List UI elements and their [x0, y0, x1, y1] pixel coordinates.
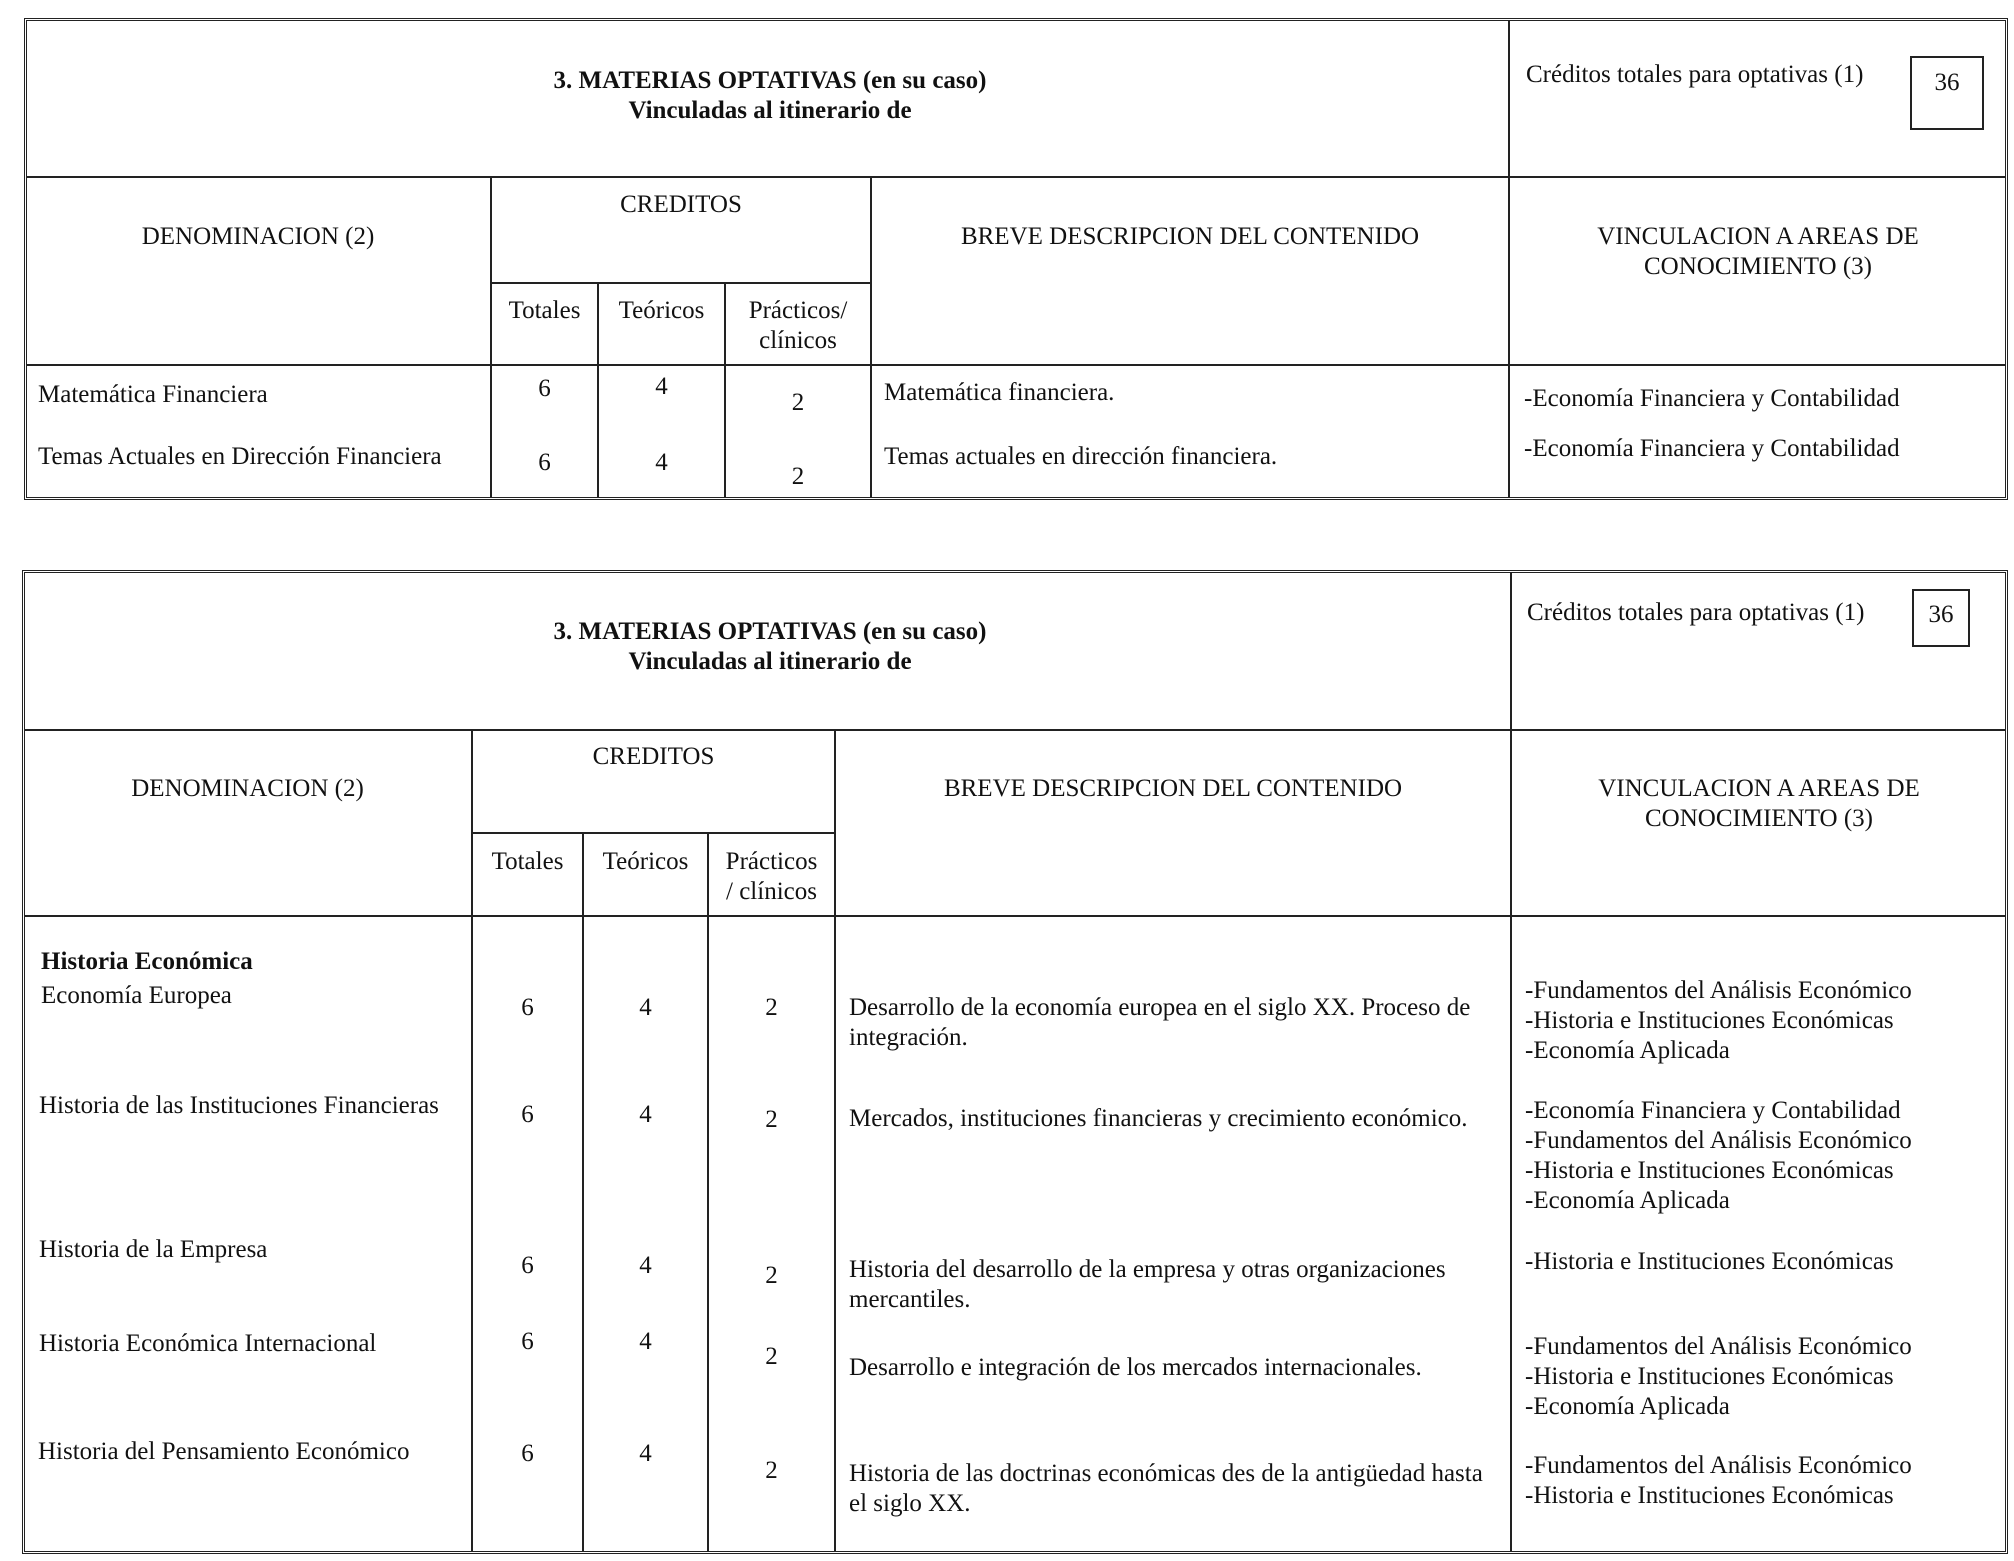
table-2-row-5-area-2: -Historia e Instituciones Económicas	[1525, 1482, 1894, 1509]
table-1-header-descripcion: BREVE DESCRIPCION DEL CONTENIDO	[960, 223, 1420, 250]
table-2-divider	[834, 731, 836, 1552]
table-2-row-1-practicos: 2	[765, 994, 778, 1021]
table-2-row-4-area-1: -Fundamentos del Análisis Económico	[1525, 1333, 1912, 1360]
table-2-row-1-descripcion-line2: integración.	[849, 1024, 968, 1051]
table-2-row-3-name: Historia de la Empresa	[39, 1236, 268, 1263]
table-1-divider	[492, 282, 870, 284]
table-2-row-3-totales: 6	[521, 1252, 534, 1279]
table-2-header-vinculacion-line1: VINCULACION A AREAS DE	[1598, 775, 1920, 802]
table-2-header-denominacion: DENOMINACION (2)	[131, 775, 364, 802]
table-2-header-vinculacion-line2: CONOCIMIENTO (3)	[1645, 805, 1873, 832]
table-2-row-4-practicos: 2	[765, 1343, 778, 1370]
table-2-row-4-totales: 6	[521, 1328, 534, 1355]
table-1-title	[480, 66, 1060, 96]
table-1-row-1-descripcion: Matemática financiera.	[884, 379, 1115, 406]
table-2-header-practicos-line1: Prácticos	[725, 848, 818, 875]
table-1-header-teoricos: Teóricos	[618, 297, 705, 324]
table-2-row-1-area-1: -Fundamentos del Análisis Económico	[1525, 977, 1912, 1004]
table-2-row-3-practicos: 2	[765, 1262, 778, 1289]
table-2-row-2-area-4: -Economía Aplicada	[1525, 1187, 1730, 1214]
table-1-row-2-practicos: 2	[791, 463, 805, 490]
table-2-header-practicos-line2: / clínicos	[726, 878, 817, 905]
table-2-row-5-descripcion-line2: el siglo XX.	[849, 1490, 971, 1517]
table-2-row-4-descripcion: Desarrollo e integración de los mercados internacionales.	[849, 1354, 1422, 1381]
table-2-total-credits-label: Créditos totales para optativas (1)	[1527, 599, 1865, 626]
table-2-group-heading: Historia Económica	[41, 948, 253, 975]
table-1-header-totales: Totales	[508, 297, 581, 324]
table-1-header-vinculacion-line2: CONOCIMIENTO (3)	[1644, 253, 1872, 280]
table-2-row-2-name: Historia de las Instituciones Financieras	[39, 1092, 439, 1119]
table-1-row-2-area: -Economía Financiera y Contabilidad	[1524, 435, 1900, 462]
table-1-row-2-name: Temas Actuales en Dirección Financiera	[38, 443, 442, 470]
table-2-row-4-area-2: -Historia e Instituciones Económicas	[1525, 1363, 1894, 1390]
table-1-header-vinculacion-line1: VINCULACION A AREAS DE	[1597, 223, 1919, 250]
table-1-total-credits-label: Créditos totales para optativas (1)	[1526, 61, 1864, 88]
table-2-row-2-area-3: -Historia e Instituciones Económicas	[1525, 1157, 1894, 1184]
table-2-subtitle: Vinculadas al itinerario de	[628, 648, 912, 675]
table-1-row-1-area: -Economía Financiera y Contabilidad	[1524, 385, 1900, 412]
table-2-row-5-descripcion-line1: Historia de las doctrinas económicas des de la antigüedad hasta	[849, 1460, 1483, 1487]
table-1-header-creditos: CREDITOS	[620, 191, 742, 218]
table-1-title-suffix: (en su caso)	[862, 67, 987, 94]
table-2-row-1-name: Economía Europea	[41, 982, 232, 1009]
table-1-divider	[26, 176, 2006, 178]
table-2-title	[480, 617, 1060, 647]
table-2-row-5-name: Historia del Pensamiento Económico	[38, 1438, 410, 1465]
table-1-total-credits-value: 36	[1910, 56, 1984, 130]
table-2-row-2-area-2: -Fundamentos del Análisis Económico	[1525, 1127, 1912, 1154]
table-1-row-1-totales: 6	[538, 375, 551, 402]
table-2-divider	[24, 729, 2006, 731]
table-2-row-3-area-1: -Historia e Instituciones Económicas	[1525, 1248, 1894, 1275]
table-2-row-2-area-1: -Economía Financiera y Contabilidad	[1525, 1097, 1901, 1124]
table-2-header-descripcion: BREVE DESCRIPCION DEL CONTENIDO	[943, 775, 1403, 802]
table-2-row-5-area-1: -Fundamentos del Análisis Económico	[1525, 1452, 1912, 1479]
table-2-divider	[473, 832, 834, 834]
table-2-row-5-teoricos: 4	[639, 1440, 652, 1467]
table-1-header-denominacion: DENOMINACION (2)	[141, 223, 375, 250]
table-2-row-1-teoricos: 4	[639, 994, 652, 1021]
table-2-row-1-totales: 6	[521, 994, 534, 1021]
table-2-header-totales: Totales	[491, 848, 564, 875]
table-2-title-suffix: (en su caso)	[862, 618, 987, 645]
table-2-title-main: 3. MATERIAS OPTATIVAS	[553, 618, 857, 645]
table-1-title-main: 3. MATERIAS OPTATIVAS	[553, 67, 857, 94]
table-2-row-1-area-3: -Economía Aplicada	[1525, 1037, 1730, 1064]
table-1-row-2-totales: 6	[538, 449, 551, 476]
table-1-row-2-teoricos: 4	[655, 449, 668, 476]
table-2-row-1-area-2: -Historia e Instituciones Económicas	[1525, 1007, 1894, 1034]
table-1-subtitle: Vinculadas al itinerario de	[628, 97, 912, 124]
table-2-row-1-descripcion-line1: Desarrollo de la economía europea en el siglo XX. Proceso de	[849, 994, 1471, 1021]
table-2-divider	[707, 833, 709, 1552]
table-2-row-3-teoricos: 4	[639, 1252, 652, 1279]
table-2-total-credits-value: 36	[1912, 589, 1970, 647]
table-1-header-practicos-line1: Prácticos/	[748, 297, 848, 324]
table-2-row-3-descripcion-line2: mercantiles.	[849, 1286, 971, 1313]
table-2-row-2-totales: 6	[521, 1101, 534, 1128]
table-1-row-1-name: Matemática Financiera	[38, 381, 268, 408]
table-1-divider	[26, 364, 2006, 366]
table-2-row-5-practicos: 2	[765, 1457, 778, 1484]
table-2-row-4-area-3: -Economía Aplicada	[1525, 1393, 1730, 1420]
table-2-row-2-teoricos: 4	[639, 1101, 652, 1128]
table-2-row-5-totales: 6	[521, 1440, 534, 1467]
table-2-row-4-name: Historia Económica Internacional	[39, 1330, 377, 1357]
table-2-divider	[1510, 572, 1512, 1552]
table-2-header-creditos: CREDITOS	[592, 743, 715, 770]
table-2-row-2-practicos: 2	[765, 1106, 778, 1133]
table-2-row-2-descripcion: Mercados, instituciones financieras y crecimiento económico.	[849, 1105, 1468, 1132]
table-2-row-4-teoricos: 4	[639, 1328, 652, 1355]
table-1-row-2-descripcion: Temas actuales en dirección financiera.	[884, 443, 1278, 470]
table-2-header-teoricos: Teóricos	[602, 848, 689, 875]
table-1-row-1-practicos: 2	[791, 389, 805, 416]
table-2-row-3-descripcion-line1: Historia del desarrollo de la empresa y otras organizaciones	[849, 1256, 1446, 1283]
table-2-divider	[24, 915, 2006, 917]
table-1-row-1-teoricos: 4	[655, 373, 668, 400]
table-1-header-practicos-line2: clínicos	[759, 327, 837, 354]
